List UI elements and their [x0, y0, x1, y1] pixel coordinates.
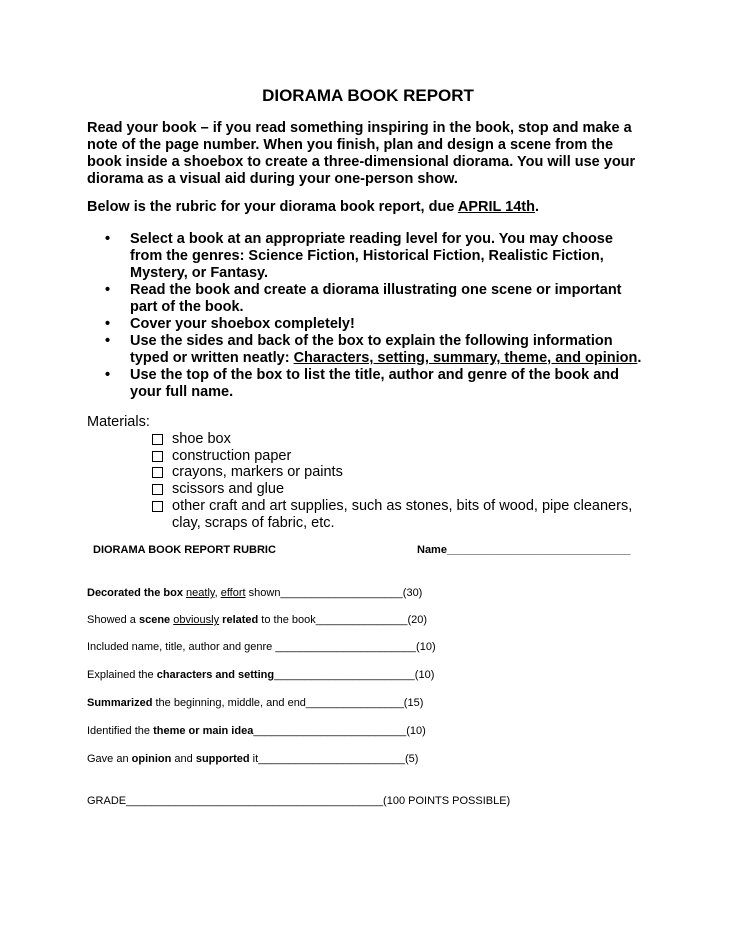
instruction-text: Select a book at an appropriate reading level for you. You may choose from the genres: Science Fiction, Historical Fiction, Realistic Fiction, Mystery, or Fantasy. — [130, 231, 613, 281]
rubric-row — [87, 753, 418, 765]
checkbox-icon — [152, 467, 163, 478]
rubric-row-text: _________________________(10) — [253, 725, 426, 737]
instruction-item — [105, 333, 645, 367]
checkbox-icon — [152, 434, 163, 445]
rubric-row — [87, 587, 422, 599]
rubric-row-text: Decorated the box — [87, 587, 187, 599]
rubric-row-text: related — [222, 614, 259, 626]
instruction-item — [105, 282, 645, 316]
rubric-row-text: , — [214, 587, 221, 599]
bullet-icon: • — [105, 333, 111, 349]
rubric-row-text: and — [171, 753, 196, 765]
rubric-row-text: shown____________________(30) — [245, 587, 423, 599]
instruction-text: Read the book and create a diorama illustrating one scene or important part of the book. — [130, 282, 622, 315]
rubric-row-text: theme or main idea — [153, 725, 254, 737]
rubric-row-text: to the book_______________(20) — [258, 614, 428, 626]
page-title: DIORAMA BOOK REPORT — [262, 86, 474, 105]
rubric-row — [87, 697, 423, 709]
instruction-text-end: . — [637, 350, 642, 366]
rubric-row-text: the beginning, middle, and end________________(15) — [152, 697, 424, 709]
instruction-text: Use the sides and back of the box to explain the following information typed or written neatly: — [130, 333, 613, 366]
rubric-row-text: GRADE__________________________________________(100 POINTS POSSIBLE) — [87, 795, 511, 807]
rubric-row-text: Showed a — [87, 614, 139, 626]
rubric-row-text: neatly — [186, 587, 215, 599]
instruction-item — [105, 367, 645, 401]
rubric-row-text: characters and setting — [156, 669, 275, 681]
rubric-row-text: Explained the — [87, 669, 157, 681]
rubric-row-text: opinion — [131, 753, 172, 765]
material-text: construction paper — [172, 447, 292, 464]
material-item — [152, 498, 642, 531]
bullet-icon: • — [105, 231, 111, 247]
rubric-row-text: _______________________(10) — [274, 669, 435, 681]
material-text: other craft and art supplies, such as stones, bits of wood, pipe cleaners, clay, scraps of fabric, etc. — [172, 497, 633, 531]
rubric-row-text: obviously — [173, 614, 220, 626]
instruction-item — [105, 231, 645, 282]
material-item — [152, 481, 642, 498]
rubric-row — [87, 614, 427, 626]
material-text: crayons, markers or paints — [172, 464, 343, 481]
rubric-row-text: it________________________(5) — [249, 753, 419, 765]
rubric-due-line — [87, 199, 539, 215]
material-item — [152, 448, 642, 465]
instructions-list — [105, 231, 645, 401]
instruction-underlined-text: Characters, setting, summary, theme, and opinion — [293, 350, 638, 366]
materials-list — [152, 431, 642, 531]
rubric-row-text: scene — [138, 614, 171, 626]
material-text: scissors and glue — [172, 481, 285, 498]
name-blank: ______________________________ — [446, 544, 631, 556]
rubric-due-suffix: . — [534, 199, 540, 215]
rubric-row-text: Included name, title, author and genre _______________________(10) — [87, 641, 436, 653]
bullet-icon: • — [105, 316, 111, 332]
instruction-item — [105, 316, 645, 333]
material-text: shoe box — [172, 431, 231, 447]
name-label: Name — [417, 544, 447, 556]
material-item — [152, 464, 642, 481]
checkbox-icon — [152, 451, 163, 462]
rubric-row-text: Gave an — [87, 753, 132, 765]
rubric-row-text: supported — [195, 753, 250, 765]
bullet-icon: • — [105, 282, 111, 298]
rubric-row-text: Summarized — [87, 697, 153, 709]
rubric-title: DIORAMA BOOK REPORT RUBRIC — [93, 544, 276, 556]
rubric-row-text: Identified the — [87, 725, 154, 737]
bullet-icon: • — [105, 367, 111, 383]
intro-paragraph: Read your book – if you read something inspiring in the book, stop and make a note of the page number. When you finish, plan and design a scene from the book inside a shoebox to create a three-dimensional diorama. You will use your diorama as a visual aid during your one-person show. — [87, 120, 636, 187]
rubric-row — [87, 641, 436, 653]
instruction-text: Cover your shoebox completely! — [130, 316, 355, 332]
materials-label: Materials: — [87, 414, 150, 430]
rubric-row — [87, 725, 426, 737]
checkbox-icon — [152, 501, 163, 512]
due-date: APRIL 14th — [457, 199, 535, 215]
instruction-text: Use the top of the box to list the title, author and genre of the book and your full name. — [130, 367, 619, 400]
grade-line — [87, 795, 510, 807]
rubric-row — [87, 669, 434, 681]
rubric-row-text: effort — [220, 587, 246, 599]
checkbox-icon — [152, 484, 163, 495]
rubric-due-prefix: Below is the rubric for your diorama book report, due — [87, 199, 458, 215]
name-field — [417, 544, 631, 556]
material-item — [152, 431, 642, 448]
